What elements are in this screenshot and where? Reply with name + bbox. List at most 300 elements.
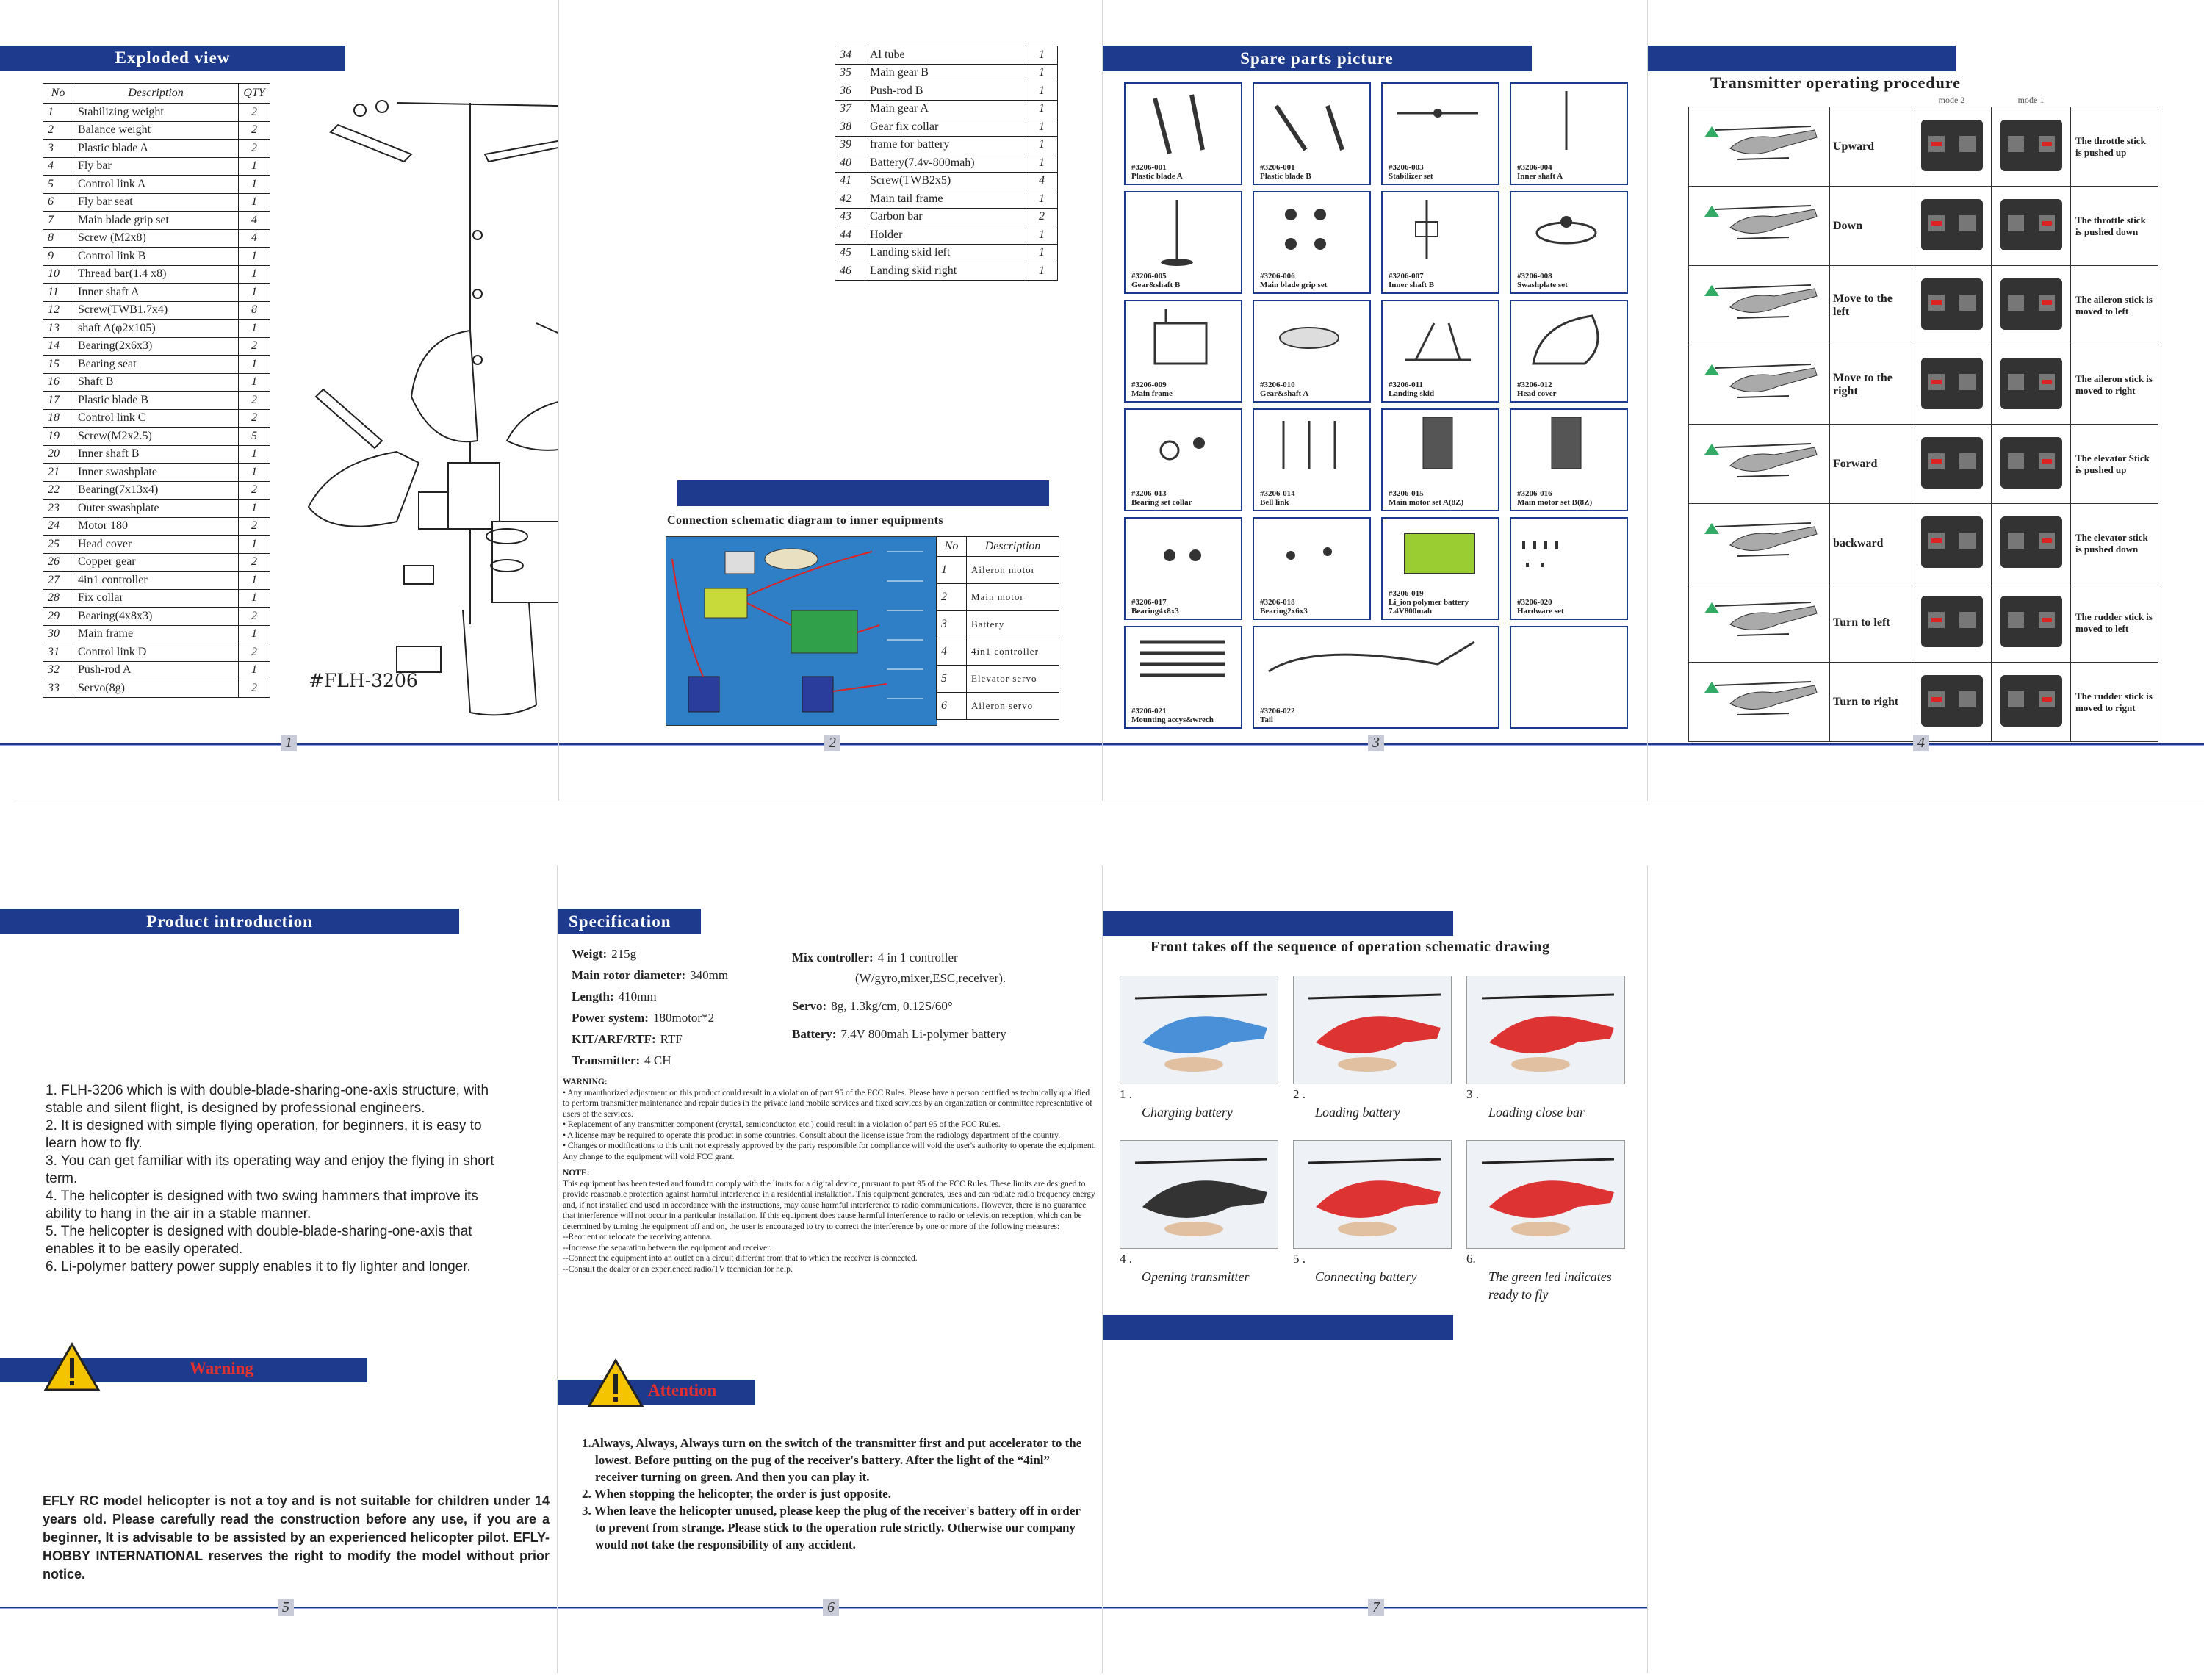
spare-part-name: Bearing4x8x3 xyxy=(1131,607,1179,616)
part-description: Screw(TWB1.7x4) xyxy=(73,301,239,320)
spare-part-name: Main blade grip set xyxy=(1260,281,1328,289)
part-description: Landing skid left xyxy=(865,244,1026,262)
part-number: 13 xyxy=(43,320,73,338)
connection-table xyxy=(936,536,1059,720)
part-number: 31 xyxy=(43,643,73,662)
part-qty: 4 xyxy=(239,212,270,230)
step-image xyxy=(1120,1141,1278,1248)
table-row xyxy=(43,301,270,320)
table-row xyxy=(937,611,1059,638)
spare-part-caption xyxy=(1260,163,1311,181)
table-row xyxy=(43,643,270,662)
part-number: 30 xyxy=(43,625,73,643)
spare-part-caption xyxy=(1260,381,1308,398)
spare-part-name: Inner shaft B xyxy=(1389,281,1435,289)
spare-part-caption xyxy=(1517,163,1563,181)
page-title: Product introduction xyxy=(0,909,459,934)
spare-part-cell xyxy=(1253,82,1371,185)
part-description: Carbon bar xyxy=(865,208,1026,226)
part-description: Push-rod A xyxy=(73,661,239,679)
spare-part-name: Mounting accys&wrech xyxy=(1131,715,1214,724)
part-number: 17 xyxy=(43,392,73,410)
table-row xyxy=(43,284,270,302)
note-measure: --Consult the dealer or an experienced radio/TV technician for help. xyxy=(563,1264,793,1274)
part-description: Holder xyxy=(865,226,1026,245)
part-number: 9 xyxy=(43,248,73,266)
warning-icon xyxy=(586,1358,645,1409)
warning-line: • A license may be required to operate this product in some countries. Consult about the license issue from the radiology department of the country. xyxy=(563,1131,1061,1140)
spare-part-caption xyxy=(1260,489,1295,507)
helicopter-icon xyxy=(1693,663,1826,737)
mode-1-transmitter xyxy=(1992,663,2071,742)
spare-part-caption xyxy=(1517,381,1556,398)
page-band xyxy=(677,480,1049,506)
part-qty: 1 xyxy=(239,265,270,284)
spec-key: Transmitter: xyxy=(572,1053,641,1067)
part-number: 25 xyxy=(43,536,73,554)
part-image xyxy=(1254,627,1498,705)
intro-text xyxy=(46,1082,516,1276)
part-number: 21 xyxy=(43,464,73,482)
spare-part-caption xyxy=(1131,598,1179,616)
helicopter-icon xyxy=(1693,108,1826,181)
step-photo xyxy=(1466,976,1625,1084)
transmitter-icon xyxy=(1917,352,1987,414)
part-image xyxy=(1511,192,1627,270)
warning-icon xyxy=(43,1341,101,1393)
helicopter-figure xyxy=(1689,504,1830,583)
part-qty: 1 xyxy=(1026,262,1058,281)
step-number: 1 . xyxy=(1120,1087,1132,1101)
transmitter-icon xyxy=(1996,352,2067,414)
part-description: Screw(M2x2.5) xyxy=(73,428,239,446)
step-number: 3 . xyxy=(1466,1087,1479,1101)
step-number: 2 . xyxy=(1293,1087,1306,1101)
col-qty: QTY xyxy=(239,84,270,104)
table-row xyxy=(43,248,270,266)
note-text: This equipment has been tested and found to comply with the limits for a digital device, pursuant to part 95 of the FCC Rules. These limits are designed to provide reasonable protection against harmful interference in a residential installation. This equipment generates, uses and can radiate radio frequency energy and, if not installed and used in accordance with the instructions, may cause harmful interference to radio communications. However, there is no guarantee that interference will not occur in a particular installation. If this equipment does cause harmful interference to radio or television reception, which can be determined by turning the equipment off and on, the user is encouraged to try to correct the interference by one or more of the following measures: xyxy=(563,1179,1095,1231)
part-image xyxy=(1254,192,1369,270)
part-qty: 1 xyxy=(1026,64,1058,82)
step-label: Connecting battery xyxy=(1315,1269,1417,1284)
spare-part-caption xyxy=(1131,707,1214,724)
mode-1-transmitter xyxy=(1992,107,2071,187)
part-image xyxy=(1511,410,1627,488)
spare-part-cell xyxy=(1253,408,1371,511)
table-row xyxy=(835,172,1058,190)
part-number: 5 xyxy=(43,176,73,194)
helicopter-figure xyxy=(1689,107,1830,187)
action-label: Move to the right xyxy=(1830,345,1912,425)
part-qty: 1 xyxy=(239,625,270,643)
table-row xyxy=(43,661,270,679)
part-number: 11 xyxy=(43,284,73,302)
spec-value: 180motor*2 xyxy=(652,1011,715,1025)
warning-text: EFLY RC model helicopter is not a toy and is not suitable for children under 14 years old. Please carefully read the construction before any use, if you are a beginner, It is advisable to be assisted by an experienced helicopter pilot. EFLY-HOBBY INTERNATIONAL reserves the right to modify the model without prior notice. xyxy=(43,1493,550,1582)
part-number: 18 xyxy=(43,409,73,428)
spare-part-code: #3206-003 xyxy=(1389,163,1424,172)
conn-col-no: No xyxy=(937,537,967,557)
table-row xyxy=(937,584,1059,611)
spare-part-code: #3206-016 xyxy=(1517,489,1552,498)
part-number: 29 xyxy=(43,608,73,626)
part-number: 38 xyxy=(835,118,865,137)
spec-row xyxy=(572,1050,792,1071)
spare-part-name: Bearing set collar xyxy=(1131,498,1192,507)
table-row xyxy=(1689,266,2158,345)
part-number: 46 xyxy=(835,262,865,281)
spare-part-name: Tail xyxy=(1260,715,1273,724)
table-row xyxy=(43,265,270,284)
step-image xyxy=(1294,1141,1451,1248)
part-description: Plastic blade A xyxy=(73,140,239,158)
table-row xyxy=(835,154,1058,173)
part-number: 40 xyxy=(835,154,865,173)
spare-part-name: Main motor set A(8Z) xyxy=(1389,498,1464,507)
part-description: Screw(TWB2x5) xyxy=(865,172,1026,190)
part-description: Main tail frame xyxy=(865,190,1026,209)
helicopter-figure xyxy=(1689,266,1830,345)
mode-2-transmitter xyxy=(1912,583,1992,663)
part-description: Gear fix collar xyxy=(865,118,1026,137)
spare-part-name: Swashplate set xyxy=(1517,281,1568,289)
spec-value: (W/gyro,mixer,ESC,receiver). xyxy=(855,971,1006,985)
note-head: NOTE: xyxy=(563,1169,590,1178)
warning-label: Warning xyxy=(190,1359,253,1377)
table-row xyxy=(835,190,1058,209)
conn-number: 5 xyxy=(937,666,967,693)
table-row xyxy=(43,679,270,698)
step-photo xyxy=(1120,1140,1278,1249)
spare-part-code: #3206-011 xyxy=(1389,381,1424,389)
spec-row xyxy=(572,986,792,1007)
step-photo xyxy=(1466,1140,1625,1249)
part-number: 12 xyxy=(43,301,73,320)
page-1 xyxy=(0,0,558,801)
spec-key: Power system: xyxy=(572,1011,649,1025)
transmitter-icon xyxy=(1996,114,2067,176)
spare-part-code: #3206-001 xyxy=(1131,163,1167,172)
part-image xyxy=(1383,192,1498,270)
part-number: 1 xyxy=(43,104,73,122)
table-row xyxy=(1689,583,2158,663)
spec-row xyxy=(792,968,1101,989)
attention-item: 3. When leave the helicopter unused, please keep the plug of the receiver's battery off in order to prevent from strange. Please stick to the operation rule strictly. Otherwise our company would not take the responsibility of any accident. xyxy=(582,1504,1081,1551)
spare-part-code: #3206-008 xyxy=(1517,272,1552,281)
spare-part-caption xyxy=(1131,163,1183,181)
spare-part-caption xyxy=(1389,381,1434,398)
table-row xyxy=(43,517,270,536)
conn-col-description: Description xyxy=(967,537,1059,557)
part-qty: 2 xyxy=(239,481,270,500)
spare-part-cell xyxy=(1124,626,1242,729)
part-qty: 1 xyxy=(239,248,270,266)
action-description: The elevator stick is pushed down xyxy=(2071,504,2158,583)
mode-2-transmitter xyxy=(1912,107,1992,187)
attention-item: 1.Always, Always, Always turn on the switch of the transmitter first and put accelerator to the lowest. Before putting on the pug of the receiver's battery. After the light of the “4inl” receiver turning on green. And then you can play it. xyxy=(582,1436,1082,1484)
step-label: Opening transmitter xyxy=(1142,1269,1250,1284)
transmitter-icon xyxy=(1917,669,1987,731)
part-image xyxy=(1126,192,1241,270)
attention-text xyxy=(582,1435,1089,1553)
table-row xyxy=(43,464,270,482)
part-description: Fly bar xyxy=(73,157,239,176)
warning-line: • Changes or modifications to this unit not expressly approved by the party responsible for compliance will void the user's authority to operate the equipment. Any change to the equipment will void FCC grant. xyxy=(563,1142,1096,1161)
part-number: 41 xyxy=(835,172,865,190)
part-qty: 1 xyxy=(1026,118,1058,137)
spare-part-cell xyxy=(1124,300,1242,403)
action-description: The rudder stick is moved to left xyxy=(2071,583,2158,663)
table-row xyxy=(1689,504,2158,583)
part-image xyxy=(1126,519,1241,596)
page-6 xyxy=(557,865,1102,1673)
spare-part-caption xyxy=(1517,598,1564,616)
action-label: Turn to left xyxy=(1830,583,1912,663)
table-row xyxy=(43,625,270,643)
table-row xyxy=(43,337,270,356)
part-number: 19 xyxy=(43,428,73,446)
transmitter-icon xyxy=(1917,590,1987,652)
spec-left xyxy=(572,943,792,1071)
helicopter-icon xyxy=(1693,346,1826,419)
part-description: Fly bar seat xyxy=(73,193,239,212)
spare-part-code: #3206-012 xyxy=(1517,381,1552,389)
warning-line: • Replacement of any transmitter component (crystal, semiconductor, etc.) could result in a violation of part 95 of the FCC Rules. xyxy=(563,1120,1001,1129)
part-qty: 1 xyxy=(1026,136,1058,154)
transmitter-icon xyxy=(1996,431,2067,493)
part-qty: 1 xyxy=(1026,100,1058,118)
part-description: 4in1 controller xyxy=(73,572,239,590)
part-number: 22 xyxy=(43,481,73,500)
part-description: Control link A xyxy=(73,176,239,194)
spare-part-name: Plastic blade B xyxy=(1260,172,1311,181)
transmitter-icon xyxy=(1996,511,2067,572)
spare-part-name: Inner shaft A xyxy=(1517,172,1563,181)
part-qty: 4 xyxy=(239,229,270,248)
mode-2-transmitter xyxy=(1912,345,1992,425)
spare-part-name: Li_ion polymer battery 7.4V800mah xyxy=(1389,598,1469,616)
part-qty: 1 xyxy=(1026,226,1058,245)
table-row xyxy=(835,82,1058,101)
part-description: Battery(7.4v-800mah) xyxy=(865,154,1026,173)
part-description: Thread bar(1.4 x8) xyxy=(73,265,239,284)
part-description: shaft A(φ2x105) xyxy=(73,320,239,338)
transmitter-icon xyxy=(1996,590,2067,652)
spare-part-code: #3206-007 xyxy=(1389,272,1424,281)
part-qty: 2 xyxy=(239,553,270,572)
spec-value: 340mm xyxy=(690,968,729,982)
table-row xyxy=(43,409,270,428)
spare-part-name: Bell link xyxy=(1260,498,1289,507)
part-qty: 2 xyxy=(239,392,270,410)
table-row xyxy=(43,140,270,158)
part-description: Head cover xyxy=(73,536,239,554)
transmitter-icon xyxy=(1917,193,1987,255)
spare-part-name: Main motor set B(8Z) xyxy=(1517,498,1593,507)
part-description: Bearing(2x6x3) xyxy=(73,337,239,356)
page-5 xyxy=(13,865,557,1673)
spare-part-code: #3206-022 xyxy=(1260,707,1295,715)
table-row xyxy=(937,666,1059,693)
table-row xyxy=(835,262,1058,281)
part-description: Shaft B xyxy=(73,373,239,392)
part-number: 15 xyxy=(43,356,73,374)
part-description: Motor 180 xyxy=(73,517,239,536)
part-qty: 5 xyxy=(239,428,270,446)
part-image xyxy=(1254,410,1369,488)
spare-part-caption xyxy=(1517,489,1592,507)
part-description: Bearing(4x8x3) xyxy=(73,608,239,626)
part-image xyxy=(1511,84,1627,162)
part-number: 6 xyxy=(43,193,73,212)
part-description: Screw (M2x8) xyxy=(73,229,239,248)
spare-part-caption xyxy=(1131,489,1192,507)
step-label: Loading close bar xyxy=(1488,1105,1585,1120)
spare-part-caption xyxy=(1517,272,1568,289)
helicopter-icon xyxy=(1693,425,1826,499)
spare-part-cell xyxy=(1253,517,1371,620)
spare-part-name: Plastic blade A xyxy=(1131,172,1183,181)
helicopter-icon xyxy=(1693,187,1826,261)
step-photo xyxy=(1293,1140,1452,1249)
spare-part-name: Main frame xyxy=(1131,389,1173,398)
part-description: Main blade grip set xyxy=(73,212,239,230)
spec-value: 4 CH xyxy=(644,1053,671,1067)
part-description: Inner shaft A xyxy=(73,284,239,302)
part-qty: 1 xyxy=(1026,154,1058,173)
table-row xyxy=(43,320,270,338)
part-number: 4 xyxy=(43,157,73,176)
intro-paragraph: 6. Li-polymer battery power supply enables it to fly lighter and longer. xyxy=(46,1259,471,1275)
spare-part-name: Hardware set xyxy=(1517,607,1564,616)
spare-part-name: Head cover xyxy=(1517,389,1557,398)
step-label: The green led indicates ready to fly xyxy=(1488,1269,1612,1302)
spec-row xyxy=(792,996,1101,1017)
part-qty: 1 xyxy=(239,500,270,518)
spare-part-code: #3206-014 xyxy=(1260,489,1295,498)
spec-key: Battery: xyxy=(792,1027,837,1041)
transmitter-icon xyxy=(1917,511,1987,572)
spare-part-caption xyxy=(1260,272,1327,289)
spec-row xyxy=(572,943,792,965)
part-number: 32 xyxy=(43,661,73,679)
page-4 xyxy=(1647,0,2204,801)
spare-part-cell xyxy=(1124,191,1242,294)
spare-part-cell xyxy=(1381,82,1499,185)
part-qty: 1 xyxy=(239,157,270,176)
table-row xyxy=(43,553,270,572)
spare-part-cell xyxy=(1253,300,1371,403)
connection-photo xyxy=(666,536,937,726)
spare-part-caption xyxy=(1260,707,1295,724)
part-image xyxy=(1511,301,1627,379)
helicopter-figure xyxy=(1689,187,1830,266)
conn-description: Battery xyxy=(967,611,1059,638)
page-3 xyxy=(1102,0,1647,801)
table-row xyxy=(937,693,1059,720)
action-description: The throttle stick is pushed up xyxy=(2071,107,2158,187)
model-number: #FLH-3206 xyxy=(309,670,418,691)
spare-part-cell xyxy=(1253,626,1499,729)
spec-row xyxy=(572,965,792,986)
spare-part-code: #3206-020 xyxy=(1517,598,1552,607)
step-photo xyxy=(1293,976,1452,1084)
step-photo xyxy=(1120,976,1278,1084)
conn-description: Aileron servo xyxy=(967,693,1059,720)
part-description: Landing skid right xyxy=(865,262,1026,281)
helicopter-figure xyxy=(1689,583,1830,663)
mode-1-transmitter xyxy=(1992,583,2071,663)
transmitter-icon xyxy=(1996,273,2067,334)
step-label: Charging battery xyxy=(1142,1105,1233,1120)
spare-part-code: #3206-017 xyxy=(1131,598,1167,607)
mode-2-transmitter xyxy=(1912,187,1992,266)
intro-paragraph: 4. The helicopter is designed with two swing hammers that improve its ability to hang in the air in a stable manner. xyxy=(46,1189,478,1222)
part-description: Bearing seat xyxy=(73,356,239,374)
part-image xyxy=(1383,301,1498,379)
page-band-bottom xyxy=(1102,1315,1453,1340)
spec-row xyxy=(792,1024,1101,1045)
spec-value: 7.4V 800mah Li-polymer battery xyxy=(840,1027,1006,1041)
spare-part-cell xyxy=(1510,82,1628,185)
part-number: 44 xyxy=(835,226,865,245)
helicopter-figure xyxy=(1689,663,1830,742)
page-title: Specification xyxy=(558,909,701,934)
helicopter-icon xyxy=(1693,267,1826,340)
part-qty: 1 xyxy=(1026,82,1058,101)
table-row xyxy=(835,64,1058,82)
action-label: Move to the left xyxy=(1830,266,1912,345)
part-number: 37 xyxy=(835,100,865,118)
attention-label: Attention xyxy=(648,1381,717,1399)
spare-part-code: #3206-013 xyxy=(1131,489,1167,498)
part-number: 10 xyxy=(43,265,73,284)
transmitter-icon xyxy=(1996,193,2067,255)
part-qty: 2 xyxy=(239,409,270,428)
spare-part-cell xyxy=(1510,191,1628,294)
warning-block xyxy=(563,1077,1096,1275)
step-image xyxy=(1467,1141,1624,1248)
mode-1-transmitter xyxy=(1992,425,2071,504)
action-description: The aileron stick is moved to right xyxy=(2071,345,2158,425)
spare-part-cell xyxy=(1124,408,1242,511)
part-image xyxy=(1383,84,1498,162)
page-band xyxy=(1102,911,1453,936)
spare-part-caption xyxy=(1389,489,1463,507)
table-row xyxy=(937,638,1059,666)
part-number: 24 xyxy=(43,517,73,536)
spare-part-code: #3206-018 xyxy=(1260,598,1295,607)
conn-number: 3 xyxy=(937,611,967,638)
table-row xyxy=(835,136,1058,154)
spare-part-cell xyxy=(1253,191,1371,294)
part-qty: 1 xyxy=(239,356,270,374)
mode-1-transmitter xyxy=(1992,187,2071,266)
mode-2-transmitter xyxy=(1912,266,1992,345)
warning-head: WARNING: xyxy=(563,1078,608,1086)
part-number: 36 xyxy=(835,82,865,101)
action-label: backward xyxy=(1830,504,1912,583)
transmitter-table xyxy=(1688,94,2158,742)
table-row xyxy=(43,212,270,230)
page-number: 2 xyxy=(824,735,840,751)
part-number: 7 xyxy=(43,212,73,230)
transmitter-icon xyxy=(1917,431,1987,493)
part-number: 42 xyxy=(835,190,865,209)
part-description: Control link B xyxy=(73,248,239,266)
mode-2-label: mode 2 xyxy=(1938,95,1965,105)
part-description: Inner swashplate xyxy=(73,464,239,482)
